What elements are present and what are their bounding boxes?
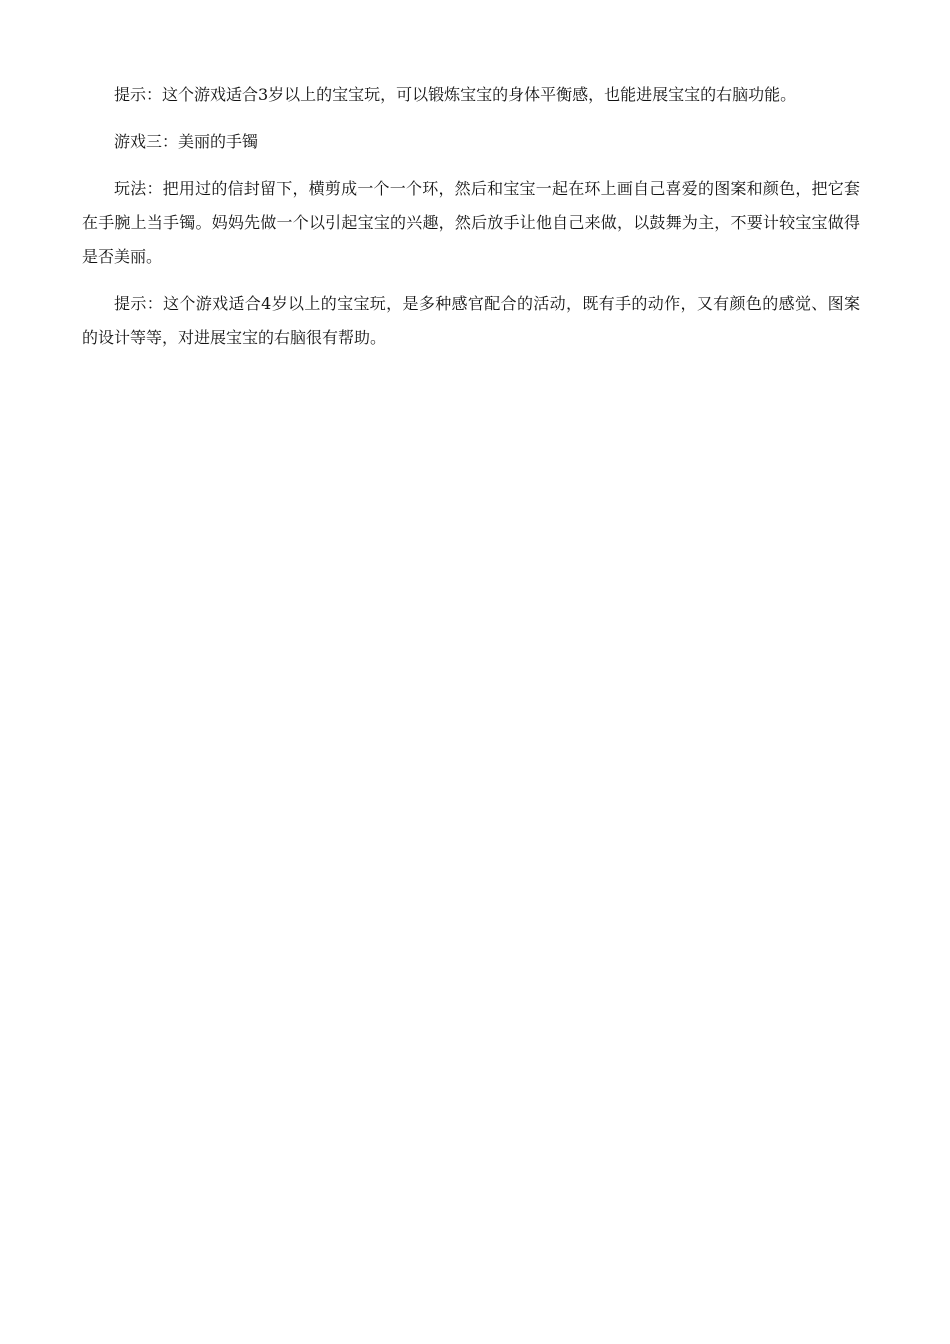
game-three-instructions: 玩法：把用过的信封留下，横剪成一个一个环，然后和宝宝一起在环上画自己喜爱的图案和颜色，把它套在手腕上当手镯。妈妈先做一个以引起宝宝的兴趣，然后放手让他自己来做，以鼓舞为主，不要计较宝宝做得是否美丽。 bbox=[82, 179, 860, 266]
tip-paragraph-game-two: 提示：这个游戏适合3岁以上的宝宝玩，可以锻炼宝宝的身体平衡感，也能进展宝宝的右脑功能。 bbox=[114, 85, 797, 104]
tip-paragraph-game-three: 提示：这个游戏适合4岁以上的宝宝玩，是多种感官配合的活动，既有手的动作，又有颜色的感觉、图案的设计等等，对进展宝宝的右脑很有帮助。 bbox=[82, 294, 860, 347]
document-body bbox=[82, 78, 860, 368]
game-three-heading: 游戏三：美丽的手镯 bbox=[114, 132, 259, 151]
